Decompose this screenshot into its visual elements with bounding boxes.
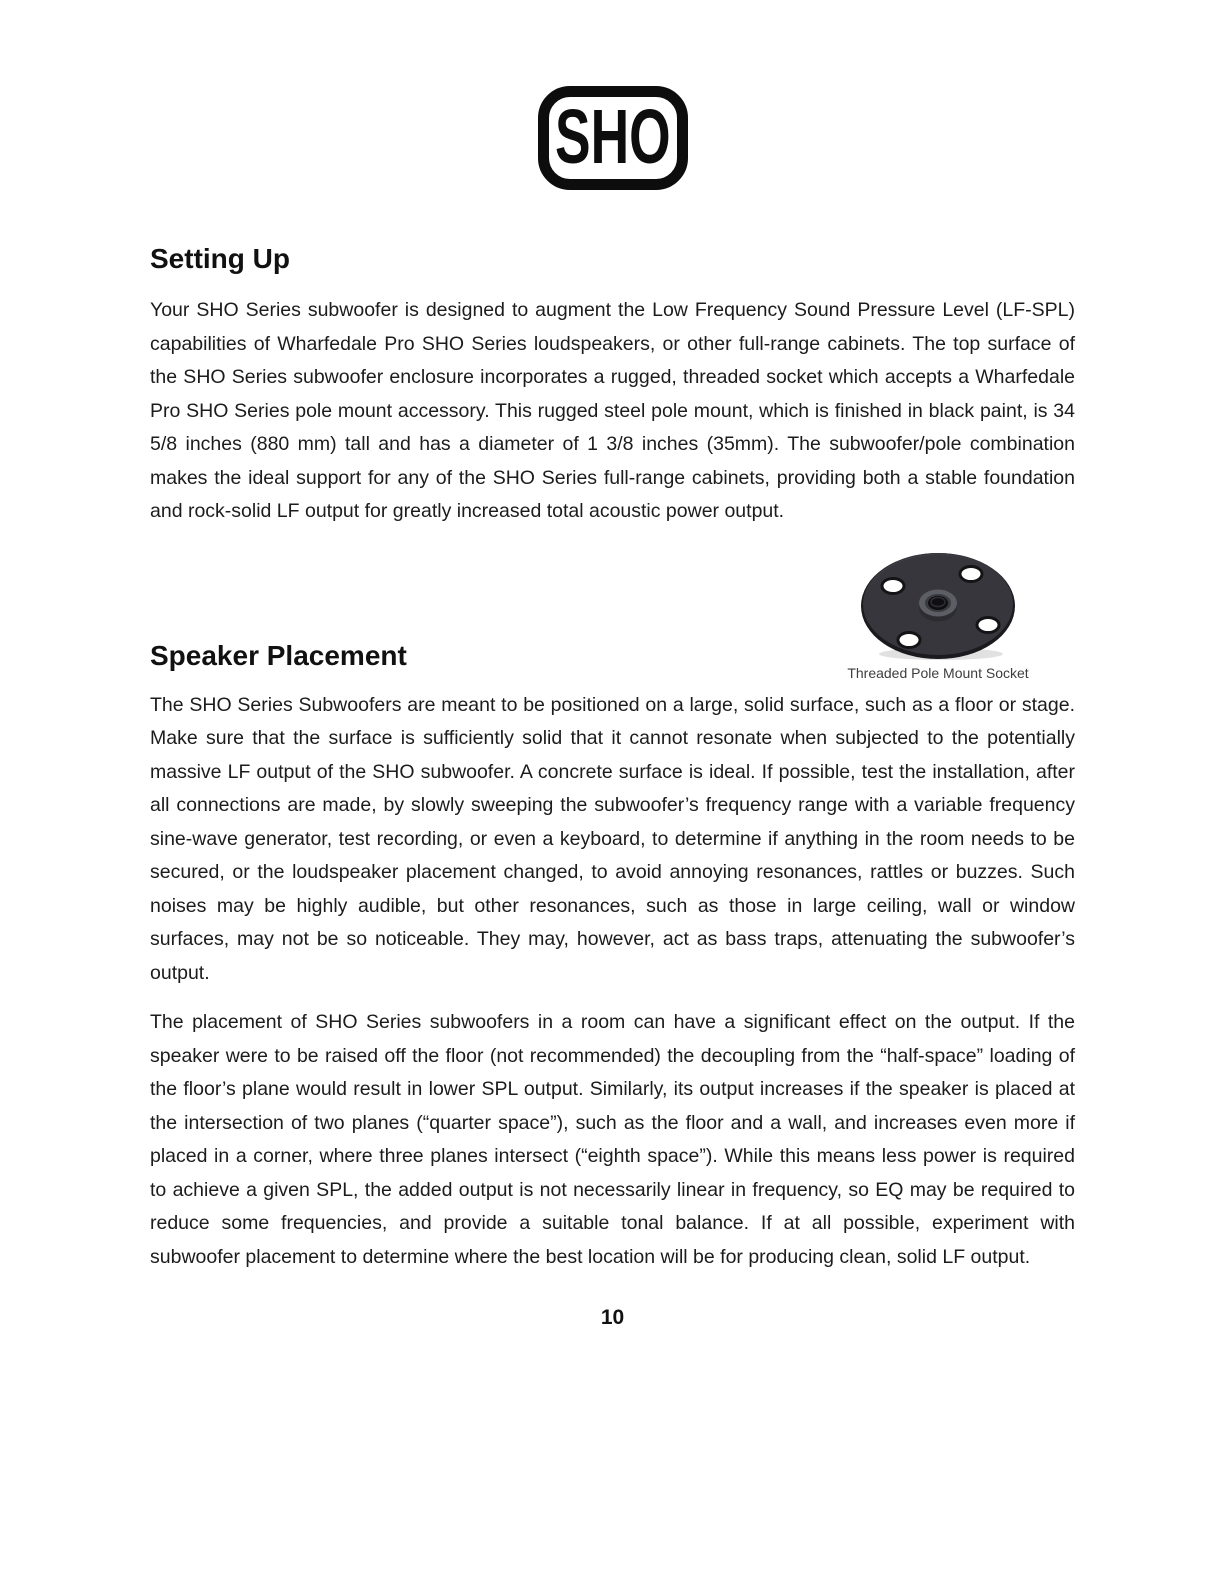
page-number: 10 xyxy=(600,1306,625,1329)
paragraph-speaker-placement-1: The SHO Series Subwoofers are meant to be positioned on a large, solid surface, such as a floor or stage. Make sure that the surface is sufficiently solid that it cannot resonate when subjected to the potentially massive LF output of the SHO subwoofer. A concrete surface is ideal. If possible, test the installation, after all connections are made, by slowly sweeping the subwoofer’s frequency range with a variable frequency sine-wave generator, test recording, or even a keyboard, to determine if anything in the room needs to be secured, or the loudspeaker placement changed, to avoid annoying resonances, rattles or buzzes. Such noises may be highly audible, but other resonances, such as those in large ceiling, wall or window surfaces, may not be so noticeable. They may, however, act as bass traps, attenuating the subwoofer’s output. xyxy=(150,693,1075,984)
pole-mount-socket-figure xyxy=(833,548,1043,681)
pole-mount-socket-caption: Threaded Pole Mount Socket xyxy=(847,665,1029,681)
pole-mount-socket-photo xyxy=(857,548,1019,662)
paragraph-setting-up: Your SHO Series subwoofer is designed to augment the Low Frequency Sound Pressure Level (LF-SPL) capabilities of Wharfedale Pro SHO Series loudspeakers, or other full-range cabinets. The top surface of the SHO Series subwoofer enclosure incorporates a rugged, threaded socket which accepts a Wharfedale Pro SHO Series pole mount accessory. This rugged steel pole mount, which is finished in black paint, is 34 5/8 inches (880 mm) tall and has a diameter of 1 3/8 inches (35mm). The subwoofer/pole combination makes the ideal support for any of the SHO Series full-range cabinets, providing both a stable foundation and rock-solid LF output for greatly increased total acoustic power output. xyxy=(150,299,1075,522)
paragraph-speaker-placement-2: The placement of SHO Series subwoofers in a room can have a significant effect on the output. If the speaker were to be raised off the floor (not recommended) the decoupling from the “half-space” loading of the floor’s plane would result in lower SPL output. Similarly, its output increases if the speaker is placed at the intersection of two planes (“quarter space”), such as the floor and a wall, and increases even more if placed in a corner, where three planes intersect (“eighth space”). While this means less power is required to achieve a given SPL, the added output is not necessarily linear in frequency, so EQ may be required to reduce some frequencies, and provide a suitable tonal balance. If at all possible, experiment with subwoofer placement to determine where the best location will be for producing clean, solid LF output. xyxy=(150,1011,1075,1268)
sho-logo xyxy=(538,86,688,190)
section-heading-speaker-placement: Speaker Placement xyxy=(150,639,407,671)
sho-logo-text: SHO xyxy=(554,94,671,181)
section-heading-setting-up: Setting Up xyxy=(150,243,290,274)
